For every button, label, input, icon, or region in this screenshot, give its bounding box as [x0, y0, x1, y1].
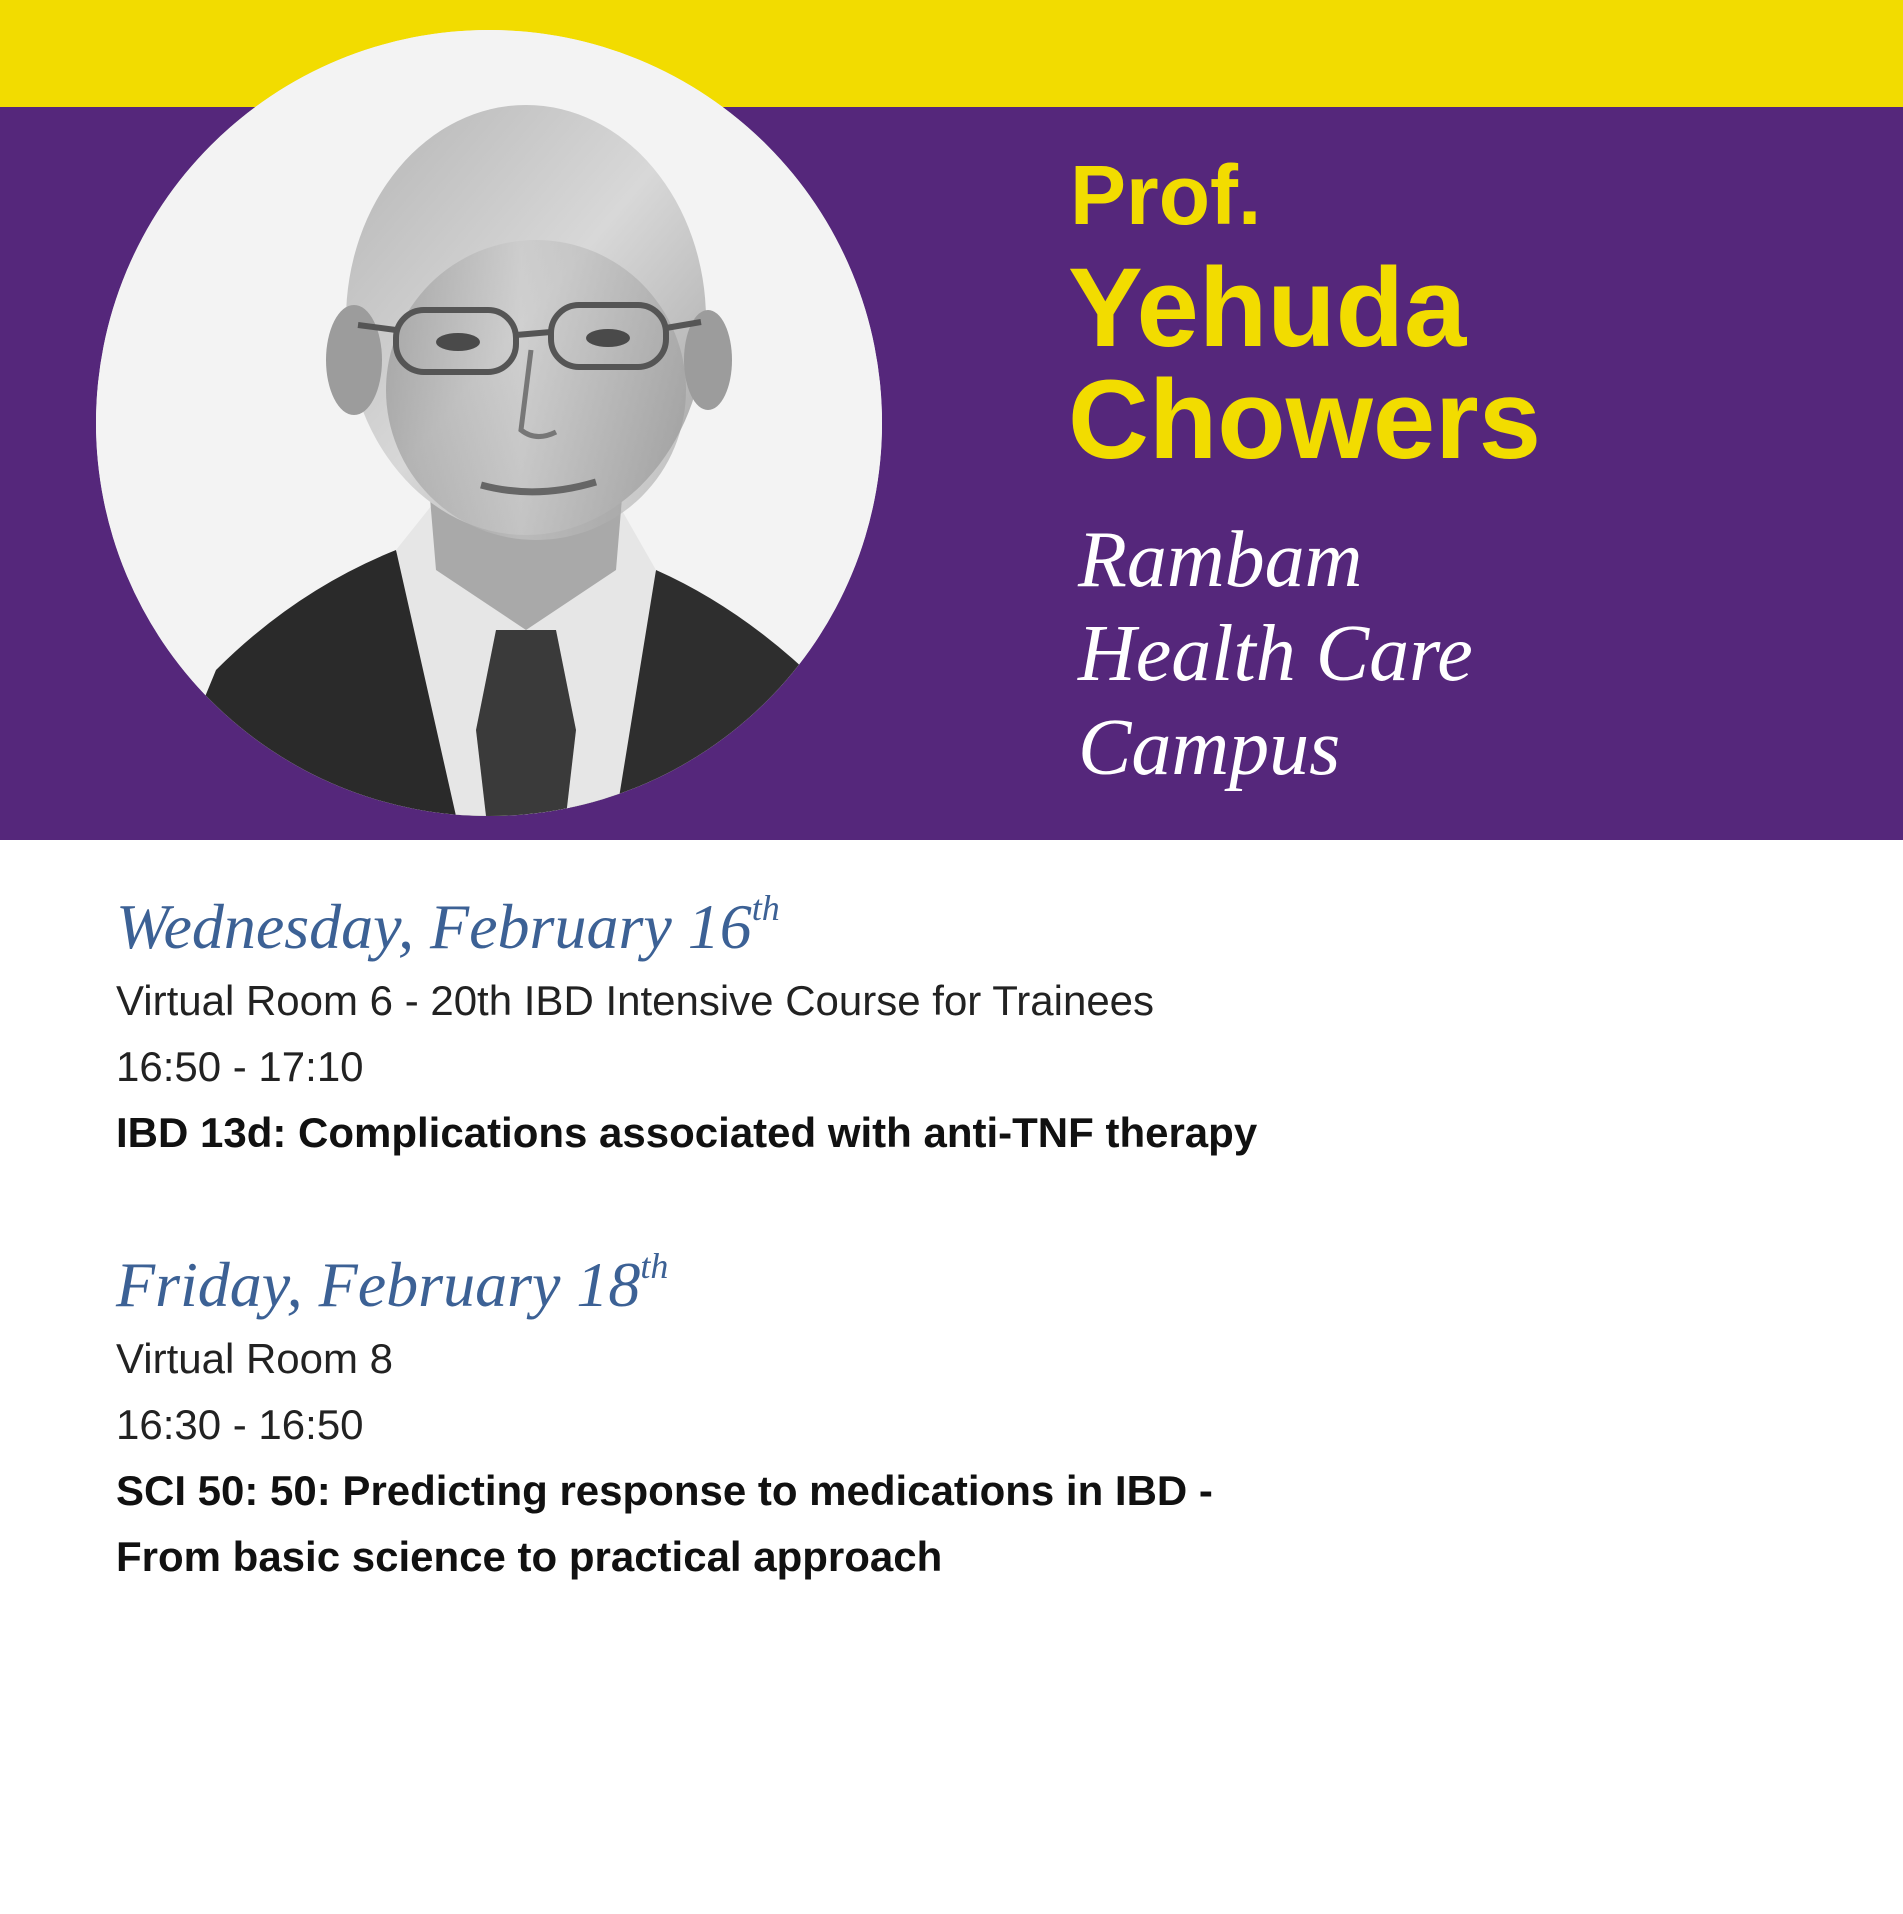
speaker-name	[1068, 245, 1541, 482]
session-topic-line: From basic science to practical approach	[116, 1533, 943, 1580]
session-time: 16:30 - 16:50	[116, 1401, 364, 1448]
institution-line: Campus	[1078, 704, 1341, 792]
session-room: Virtual Room 8	[116, 1335, 394, 1382]
session-topic-line: IBD 13d: Complications associated with anti-TNF therapy	[116, 1109, 1258, 1156]
session-room: Virtual Room 6 - 20th IBD Intensive Course for Trainees	[116, 977, 1155, 1024]
speaker-portrait-illustration	[96, 30, 882, 816]
institution-line: Rambam	[1078, 516, 1363, 604]
session-block	[116, 888, 1257, 1166]
session-date-suffix: th	[640, 1246, 669, 1286]
session-date	[116, 888, 1257, 966]
session-block	[116, 1246, 1213, 1590]
session-date-suffix: th	[751, 888, 780, 928]
session-date-text: Wednesday, February 16	[116, 891, 752, 962]
session-time: 16:50 - 17:10	[116, 1043, 364, 1090]
session-date-text: Friday, February 18	[116, 1249, 641, 1320]
session-topic	[116, 1458, 1213, 1590]
session-topic	[116, 1100, 1257, 1166]
speaker-title: Prof.	[1070, 148, 1262, 242]
speaker-last-name: Chowers	[1068, 357, 1541, 482]
speaker-photo	[96, 30, 882, 816]
session-topic-line: SCI 50: 50: Predicting response to medications in IBD -	[116, 1467, 1213, 1514]
session-date	[116, 1246, 1213, 1324]
speaker-institution	[1078, 513, 1473, 795]
institution-line: Health Care	[1078, 610, 1473, 698]
speaker-first-name: Yehuda	[1068, 245, 1467, 370]
